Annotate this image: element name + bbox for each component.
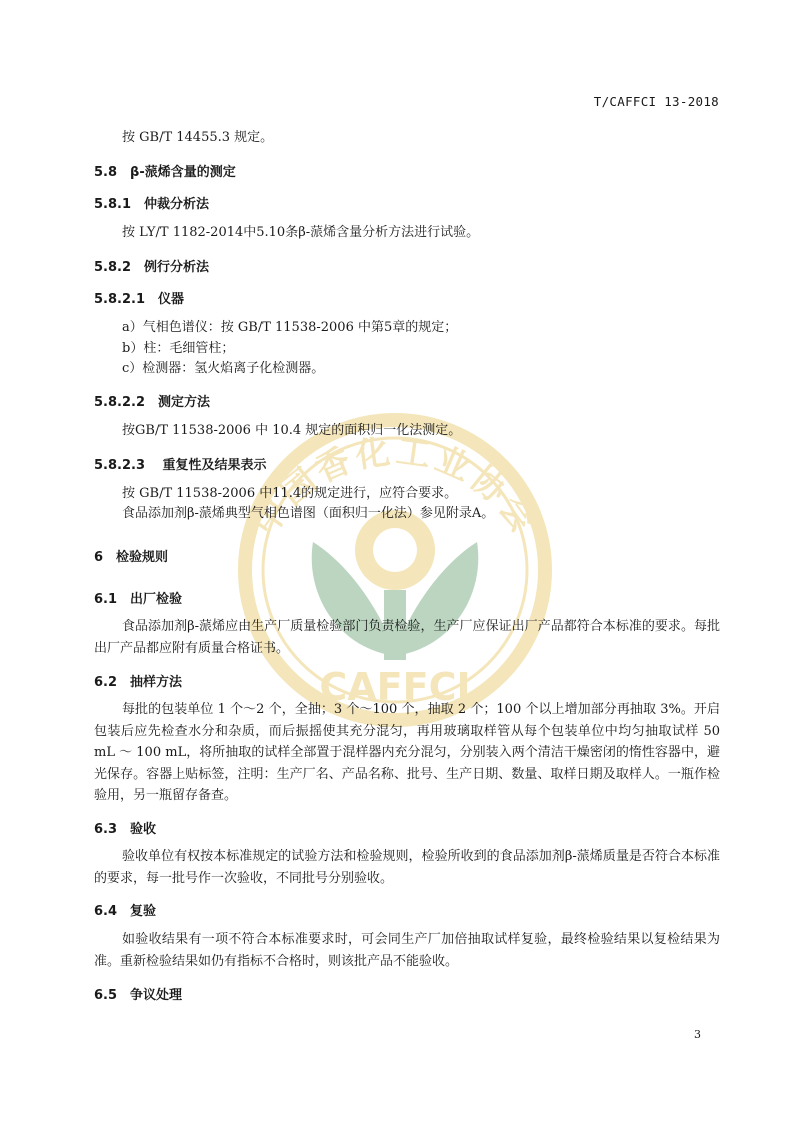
section-heading: 6 检验规则 (94, 550, 169, 565)
section-heading: 6.1 出厂检验 (94, 592, 183, 607)
section-heading: 5.8.1 仲裁分析法 (94, 197, 210, 212)
svg-text:中国香化工业协会: 中国香化工业协会 (244, 431, 546, 543)
text-line: 按GB/T 11538-2006 中 10.4 规定的面积归一化法测定。 (122, 423, 462, 438)
section-heading: 6.4 复验 (94, 904, 157, 919)
list-item: b）柱：毛细管柱； (122, 341, 235, 356)
document-code: T/CAFFCI 13-2018 (593, 94, 719, 109)
text-line: 按 GB/T 14455.3 规定。 (122, 130, 274, 145)
section-heading: 5.8.2.2 测定方法 (94, 395, 210, 410)
section-heading: 6.5 争议处理 (94, 988, 183, 1003)
text-line: 按 LY/T 1182-2014中5.10条β-蒎烯含量分析方法进行试验。 (122, 225, 480, 240)
paragraph: 食品添加剂β-蒎烯应由生产厂质量检验部门负责检验，生产厂应保证出厂产品都符合本标准的要求。每批出厂产品都应附有质量合格证书。 (94, 619, 720, 656)
text-line: 按 GB/T 11538-2006 中11.4的规定进行，应符合要求。 (122, 486, 458, 501)
text-line: 食品添加剂β-蒎烯典型气相色谱图（面积归一化法）参见附录A。 (122, 506, 495, 521)
section-heading: 5.8 β-蒎烯含量的测定 (94, 165, 236, 180)
paragraph: 如验收结果有一项不符合本标准要求时，可会同生产厂加倍抽取试样复验，最终检验结果以复检结果为准。重新检验结果如仍有指标不合格时，则该批产品不能验收。 (94, 932, 720, 969)
section-heading: 5.8.2.3 重复性及结果表示 (94, 458, 267, 473)
page-number: 3 (694, 1028, 701, 1041)
list-item: c）检测器：氢火焰离子化检测器。 (122, 361, 325, 376)
watermark-abbr: CAFFCI (319, 665, 471, 709)
scalloped-rim (245, 420, 545, 720)
section-heading: 6.3 验收 (94, 822, 157, 837)
list-item: a）气相色谱仪：按 GB/T 11538-2006 中第5章的规定； (122, 320, 458, 335)
caffci-watermark-logo (195, 392, 595, 728)
paragraph: 验收单位有权按本标准规定的试验方法和检验规则，检验所收到的食品添加剂β-蒎烯质量是否符合本标准的要求，每一批号作一次验收，不同批号分别验收。 (94, 849, 720, 886)
section-heading: 6.2 抽样方法 (94, 675, 183, 690)
section-heading: 5.8.2.1 仪器 (94, 292, 184, 307)
section-heading: 5.8.2 例行分析法 (94, 260, 210, 275)
paragraph: 每批的包装单位 1 个～2 个，全抽；3 个～100 个，抽取 2 个；100 个以上增加部分再抽取 3%。开启包装后应先检查水分和杂质，而后振摇使其充分混匀，再用玻璃取样管从每个包装单位中均匀抽取试样 50 mL ～ 100 mL，将所抽取的试样全部置于混样器内充分混匀，分别装入两个清洁干燥密闭的惰性容器中，避光保存。容器上贴标签，注明：生产厂名、产品名称、批号、生产日期、数量、取样日期及取样人。一瓶作检验用，另一瓶留存备查。 (94, 702, 720, 803)
